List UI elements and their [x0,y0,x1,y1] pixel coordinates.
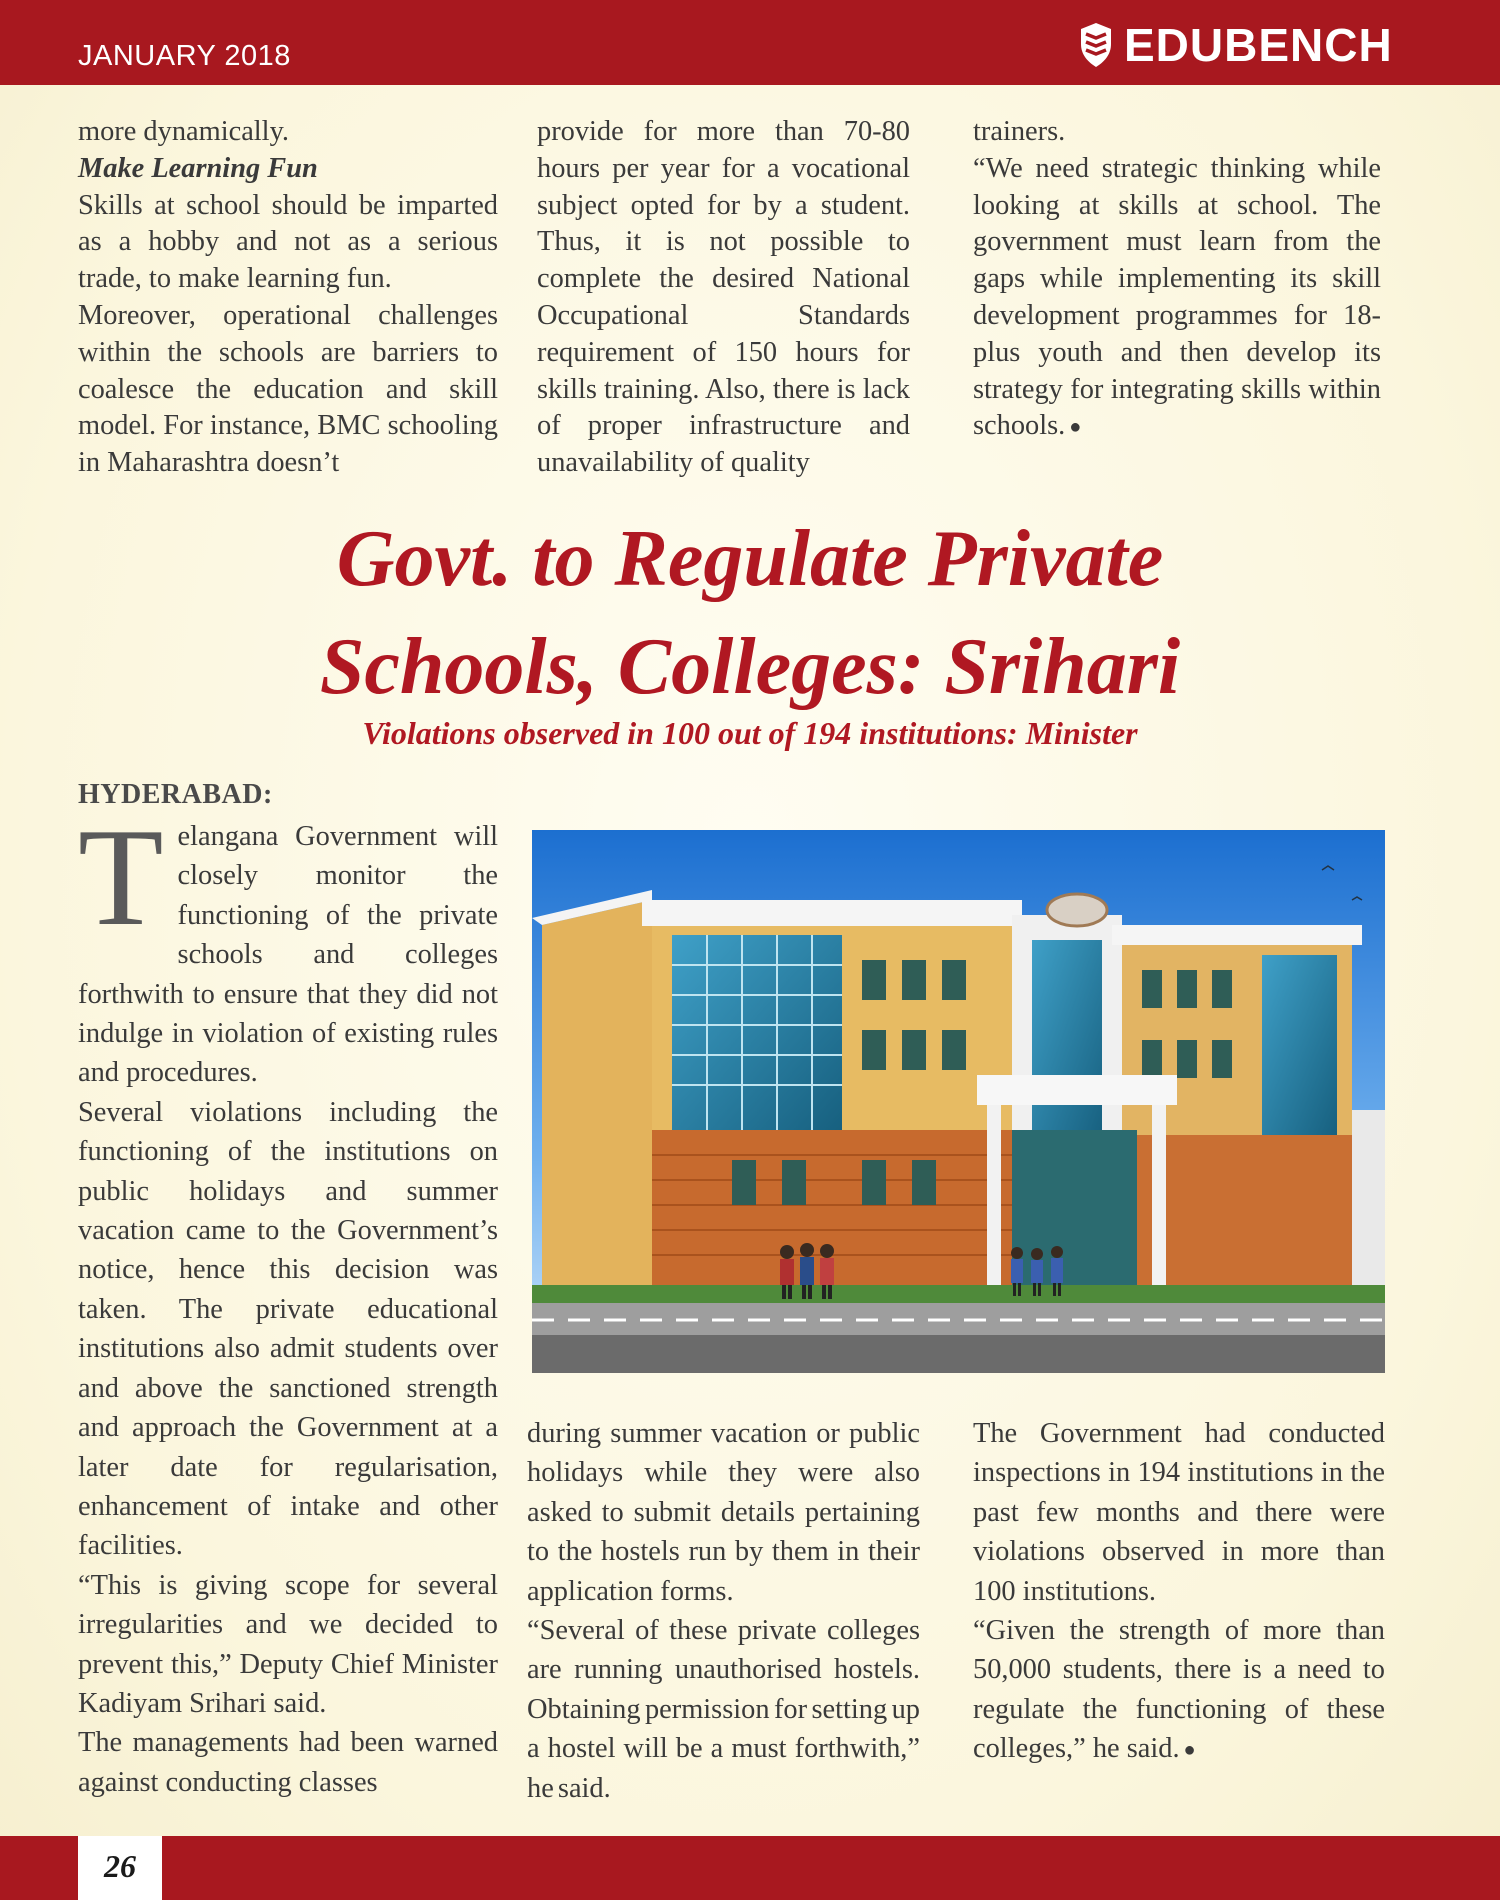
body-paragraph: during summer vacation or public holidays while they were also asked to submit details pertaining to the hostels run by them in their application forms. [527,1418,920,1607]
body-paragraph: Skills at school should be imparted as a hobby and not as a serious trade, to make learning fun. [78,189,498,295]
prev-article-column-2 [537,114,910,482]
section-subhead: Make Learning Fun [78,152,318,184]
header-bar [0,0,1500,85]
body-paragraph: “Several of these private colleges are running unauthorised hostels. Obtaining permission for setting up a hostel will be a must forthwith,” he said. [527,1615,920,1804]
shield-emblem-icon [1080,22,1112,68]
article-column-3 [973,1414,1385,1770]
body-paragraph: The Government had conducted inspections in 194 institutions in the past few months and there were violations observed in more than 100 institutions. [973,1418,1385,1607]
body-paragraph: “This is giving scope for several irregularities and we decided to prevent this,” Deputy Chief Minister Kadiyam Srihari said. [78,1569,498,1719]
headline-line-1: Govt. to Regulate Private [336,515,1164,603]
body-paragraph: Moreover, operational challenges within the schools are barriers to coalesce the education and skill model. For instance, BMC schooling in Maharashtra doesn’t [78,299,498,479]
school-building-illustration [532,830,1385,1373]
article-column-1 [78,800,498,1802]
brand-name: EDUBENCH [1124,19,1393,71]
page-number-box [78,1836,162,1900]
body-paragraph: Several violations including the functioning of the institutions on public holidays and summer vacation came to the Government’s notice, hence this decision was taken. The private educational institutions also admit students over and above the sanctioned strength and approach the Government at a later date for regularisation, enhancement of intake and other facilities. [78,1096,498,1562]
page-number: 26 [104,1848,136,1884]
body-paragraph: more dynamically. [78,116,290,147]
body-paragraph: trainers. [973,116,1066,147]
body-paragraph [973,151,1381,446]
issue-date: JANUARY 2018 [78,40,291,72]
headline-line-2: Schools, Colleges: Srihari [319,623,1181,711]
article-deck: Violations observed in 100 out of 194 institutions: Minister [362,715,1138,751]
article-column-2 [527,1414,920,1808]
brand-logo [1080,18,1393,72]
prev-article-column-3 [973,114,1381,446]
body-paragraph [78,800,498,1093]
article-dateline: HYDERABAD: [78,779,273,810]
body-text: “We need strategic thinking while looking at skills at school. The government must learn from the gaps while implementing its skill development programmes for 18-plus youth and then develop its strategy for integrating skills within schools. [973,152,1381,442]
body-paragraph [973,1611,1385,1770]
prev-article-column-1 [78,114,498,482]
end-mark: ● [1183,1739,1196,1762]
body-text: elangana Government will closely monitor the functioning of the private schools and colleges forthwith to ensure that they did not indulge in violation of existing rules and procedures. [78,821,498,1089]
end-mark: ● [1069,416,1082,439]
body-paragraph: provide for more than 70-80 hours per year for a vocational subject opted for by a student. Thus, it is not possible to complete the desired National Occupational Standards requirement of 150 hours for skills training. Also, there is lack of proper infrastructure and unavailability of quality [537,116,910,479]
school-building-photo [532,830,1385,1373]
body-text: “Given the strength of more than 50,000 students, there is a need to regulate the functioning of these colleges,” he said. [973,1615,1385,1765]
footer-bar [0,1836,1500,1900]
body-paragraph: The managements had been warned against conducting classes [78,1727,498,1798]
drop-cap: T [78,800,164,955]
article-headline [0,505,1500,721]
